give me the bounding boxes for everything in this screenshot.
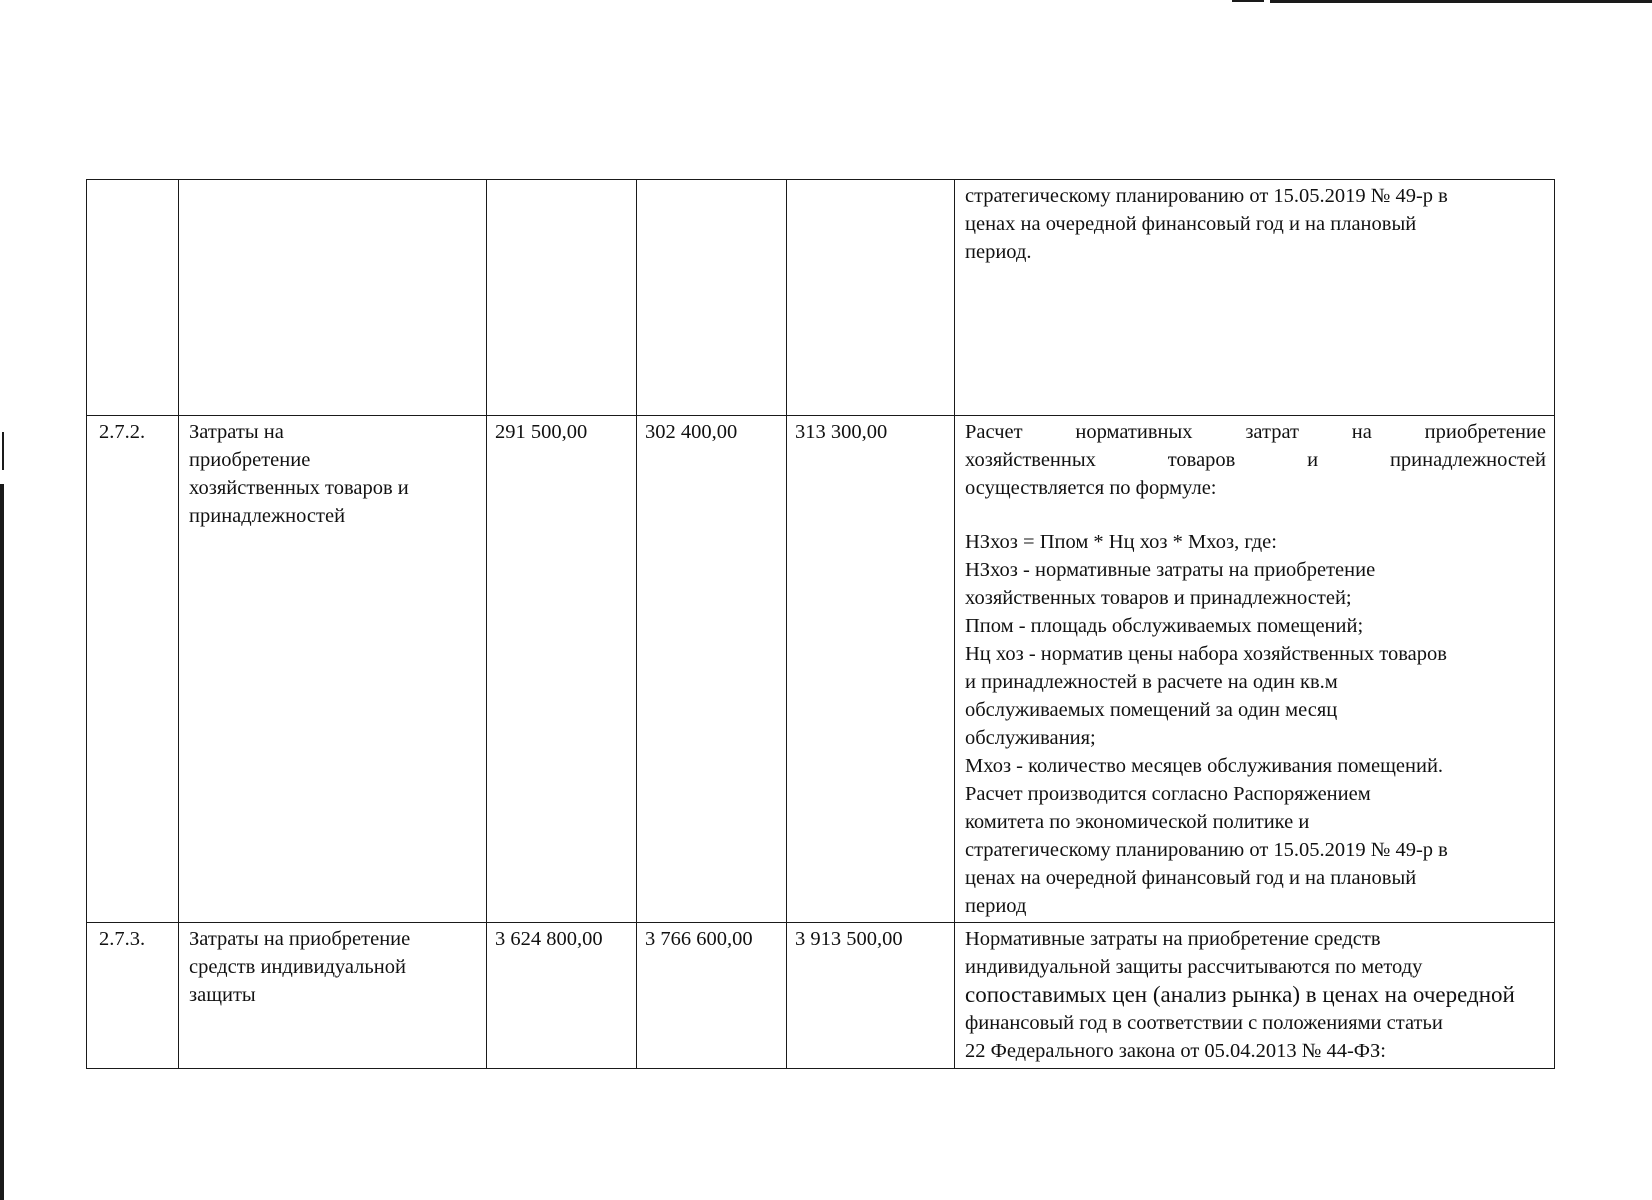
description-line: 22 Федерального закона от 05.04.2013 № 44-ФЗ: <box>965 1040 1386 1062</box>
scan-edge-top-right <box>1270 0 1652 3</box>
description-line: и принадлежностей в расчете на один кв.м <box>965 671 1338 693</box>
name-line: Затраты на <box>189 421 284 443</box>
description-line: хозяйственных товаров и принадлежностей; <box>965 587 1352 609</box>
row-description-cell <box>955 416 1555 923</box>
name-line: приобретение <box>189 449 311 471</box>
row-number-cell: 2.7.2. <box>87 416 179 923</box>
table-row <box>87 180 1555 416</box>
name-line: принадлежностей <box>189 505 346 527</box>
description-line: Расчет нормативных затрат на приобретение <box>965 421 1546 443</box>
formula-line: НЗхоз = Ппом * Нц хоз * Мхоз, где: <box>965 531 1277 553</box>
description-line: ценах на очередной финансовый год и на плановый <box>965 867 1417 889</box>
name-line: хозяйственных товаров и <box>189 477 409 499</box>
value-year3-cell <box>787 180 955 416</box>
description-line: индивидуальной защиты рассчитываются по методу <box>965 956 1423 978</box>
description-line: обслуживаемых помещений за один месяц <box>965 699 1338 721</box>
description-line: период <box>965 895 1027 917</box>
budget-table <box>86 179 1555 1069</box>
value-year1-cell: 3 624 800,00 <box>487 923 637 1069</box>
description-line: Нц хоз - норматив цены набора хозяйственных товаров <box>965 643 1447 665</box>
description-line: хозяйственных товаров и принадлежностей <box>965 449 1546 471</box>
value-year2-cell: 302 400,00 <box>637 416 787 923</box>
description-line: сопоставимых цен (анализ рынка) в ценах на очередной <box>965 982 1515 1007</box>
scan-edge-left-short <box>2 432 4 470</box>
value-year3-cell: 3 913 500,00 <box>787 923 955 1069</box>
scan-edge-left <box>0 484 4 1200</box>
description-line: стратегическому планированию от 15.05.2019 № 49-р в <box>965 185 1448 207</box>
description-line: Мхоз - количество месяцев обслуживания помещений. <box>965 755 1444 777</box>
value-year1-cell: 291 500,00 <box>487 416 637 923</box>
row-number-cell <box>87 180 179 416</box>
name-line: средств индивидуальной <box>189 956 406 978</box>
description-line: Расчет производится согласно Распоряжением <box>965 783 1371 805</box>
description-line: НЗхоз - нормативные затраты на приобретение <box>965 559 1376 581</box>
scan-edge-top-right-thin <box>1232 0 1264 2</box>
row-number-cell: 2.7.3. <box>87 923 179 1069</box>
description-line: ценах на очередной финансовый год и на плановый <box>965 213 1417 235</box>
value-year1-cell <box>487 180 637 416</box>
name-line: защиты <box>189 984 256 1006</box>
row-name-cell <box>179 923 487 1069</box>
row-name-cell <box>179 416 487 923</box>
description-line: стратегическому планированию от 15.05.2019 № 49-р в <box>965 839 1448 861</box>
row-description-cell <box>955 923 1555 1069</box>
value-year2-cell <box>637 180 787 416</box>
description-line: период. <box>965 241 1032 263</box>
row-name-cell <box>179 180 487 416</box>
paragraph-gap <box>965 502 1546 528</box>
description-line: Нормативные затраты на приобретение средств <box>965 928 1381 950</box>
description-line: осуществляется по формуле: <box>965 477 1217 499</box>
description-line: комитета по экономической политике и <box>965 811 1310 833</box>
table-row <box>87 923 1555 1069</box>
name-line: Затраты на приобретение <box>189 928 411 950</box>
row-description-cell <box>955 180 1555 416</box>
description-line: финансовый год в соответствии с положениями статьи <box>965 1012 1443 1034</box>
value-year3-cell: 313 300,00 <box>787 416 955 923</box>
table-row <box>87 416 1555 923</box>
description-line: Ппом - площадь обслуживаемых помещений; <box>965 615 1364 637</box>
description-line: обслуживания; <box>965 727 1096 749</box>
value-year2-cell: 3 766 600,00 <box>637 923 787 1069</box>
